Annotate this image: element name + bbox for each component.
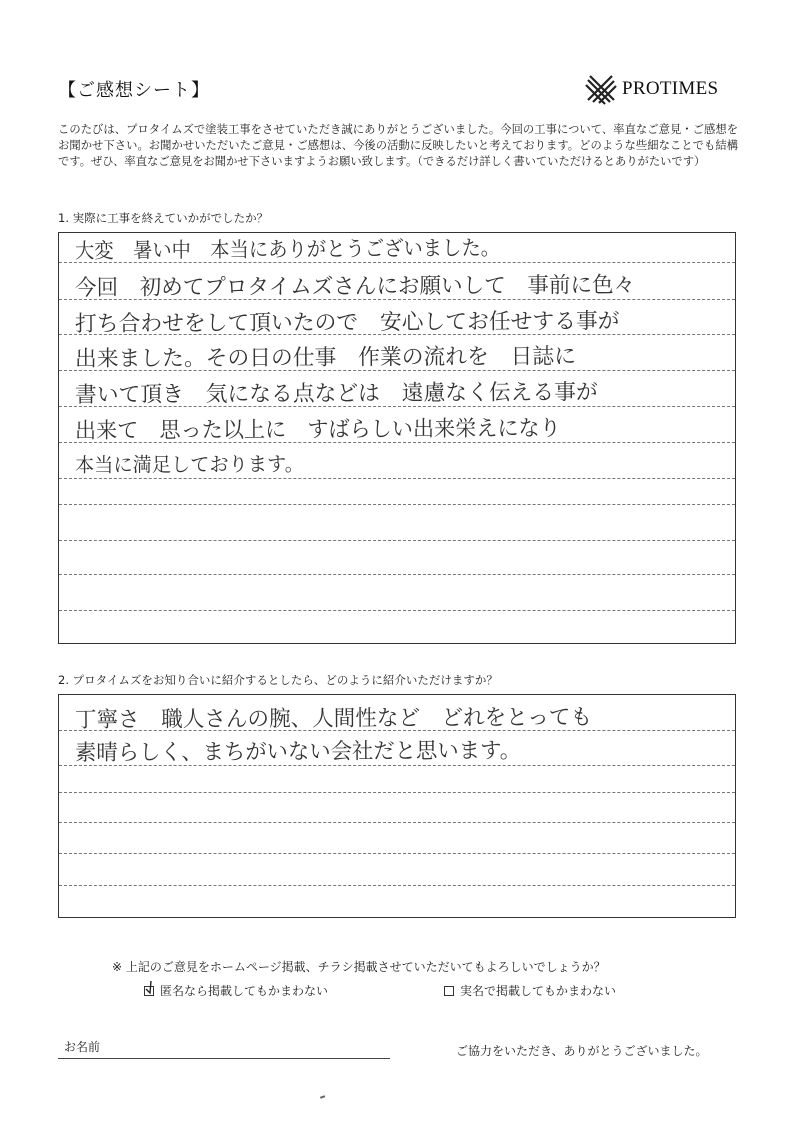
handwritten-answer-line: 大変 暑い中 本当にありがとうございました。 (74, 235, 501, 263)
name-field-line (58, 1058, 390, 1059)
handwritten-answer-line: 出来ました。その日の仕事 作業の流れを 日誌に (74, 344, 577, 372)
question-2-label: 2. プロタイムズをお知り合いに紹介するとしたら、どのように紹介いただけますか？ (58, 673, 498, 687)
rule-line (59, 885, 735, 886)
name-label: お名前 (64, 1040, 101, 1054)
handwritten-answer-line: 丁寧さ 職人さんの腕、人間性など どれをとっても (74, 705, 593, 733)
intro-text: このたびは、プロタイムズで塗装工事をさせていただき誠にありがとうございました。今回の工事について、率直なご意見・ご感想をお聞かせ下さい。お聞かせいただいたご意見・ご感想は、今後の活動に反映したいと考えております。どのような些細なことでも結構です。ぜひ、率直なご意見をお聞かせ下さいますようお願い致します。（できるだけ詳しく書いていただけるとありがたいです） (58, 123, 738, 168)
rule-line (59, 853, 735, 854)
answer-box-2 (58, 694, 736, 918)
sheet-title: 【ご感想シート】 (58, 80, 210, 101)
handwritten-answer-line: 書いて頂き 気になる点などは 遠慮なく伝える事が (74, 380, 598, 408)
checkbox-realname[interactable] (444, 986, 454, 996)
protimes-logo-icon (584, 72, 618, 106)
rule-line (59, 504, 735, 505)
question-1-label: 1. 実際に工事を終えていかがでしたか？ (58, 211, 269, 225)
handwritten-answer-line: 素晴らしく、まちがいない会社だと思います。 (74, 738, 522, 766)
checkbox-anonymous[interactable] (144, 986, 154, 996)
rule-line (59, 822, 735, 823)
option-anonymous-label: 匿名なら掲載してもかまわない (160, 984, 329, 998)
option-realname-label: 実名で掲載してもかまわない (460, 984, 617, 998)
scan-speck (320, 1095, 325, 1098)
publication-consent-question: ※ 上記のご意見をホームページ掲載、チラシ掲載させていただいてもよろしいでしょうか？ (112, 960, 606, 974)
rule-line (59, 792, 735, 793)
option-realname[interactable] (444, 982, 616, 999)
rule-line (59, 540, 735, 541)
rule-line (59, 610, 735, 611)
rule-line (59, 478, 735, 479)
handwritten-answer-line: 出来て 思った以上に すばらしい出来栄えになり (74, 416, 561, 444)
rule-line (59, 574, 735, 575)
protimes-logo (584, 72, 718, 106)
thanks-text: ご協力をいただき、ありがとうございました。 (456, 1044, 708, 1058)
answer-box-1 (58, 232, 736, 644)
checkmark-icon (142, 980, 160, 998)
option-anonymous[interactable] (144, 982, 328, 999)
handwritten-answer-line: 打ち合わせをして頂いたので 安心してお任せする事が (74, 309, 620, 337)
handwritten-answer-line: 今回 初めてプロタイムズさんにお願いして 事前に色々 (74, 273, 636, 301)
handwritten-answer-line: 本当に満足しております。 (74, 451, 304, 477)
brand-name: PROTIMES (622, 78, 719, 99)
